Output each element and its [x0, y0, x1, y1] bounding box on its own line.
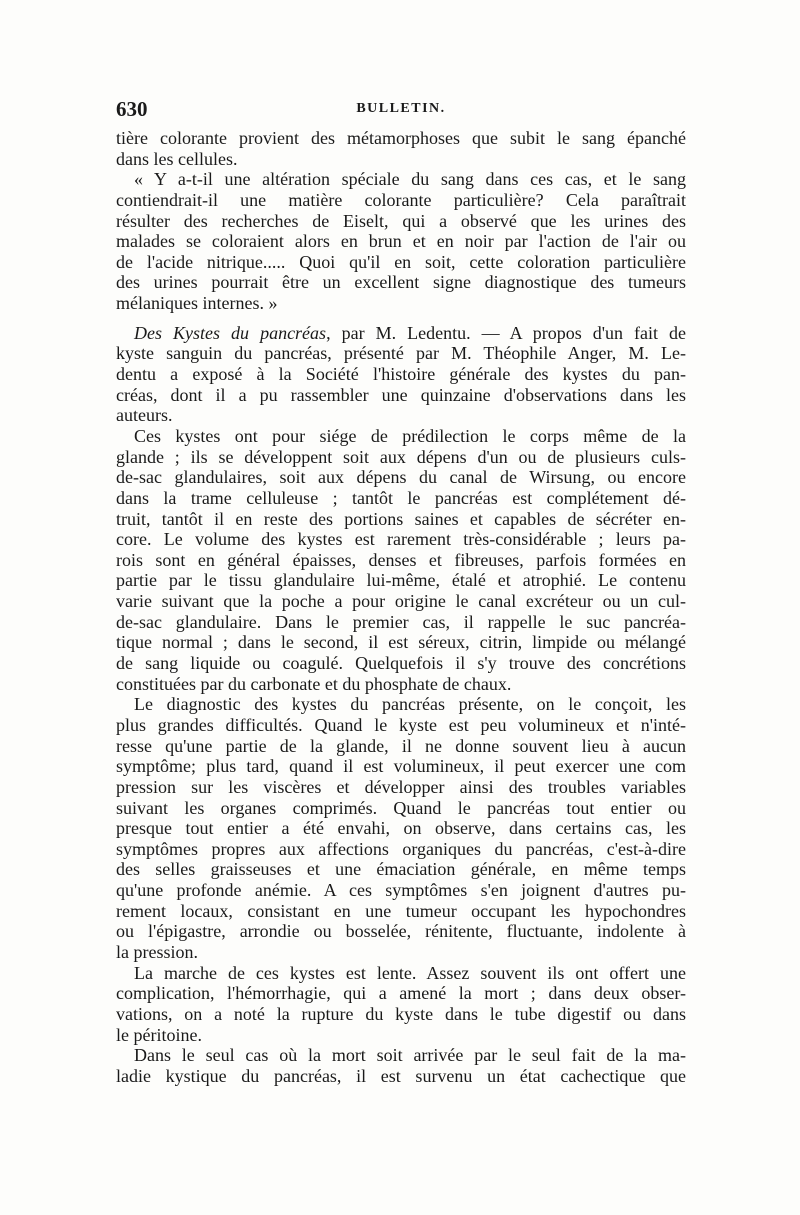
text-line — [116, 323, 686, 344]
text-line: auteurs. — [116, 405, 173, 426]
text-line: malades se coloraient alors en brun et en noir par l'action de l'air ou — [116, 231, 686, 252]
text-line: core. Le volume des kystes est rarement très-considérable ; leurs pa- — [116, 529, 686, 550]
text-line: créas, dont il a pu rassembler une quinzaine d'observations dans les — [116, 384, 686, 405]
text-line: kyste sanguin du pancréas, présenté par M. Théophile Anger, M. Le- — [116, 343, 686, 364]
text-line: dentu a exposé à la Société l'histoire générale des kystes du pan- — [116, 364, 686, 385]
page-header — [116, 97, 686, 123]
text-line: varie suivant que la poche a pour origine le canal excréteur ou un cul- — [116, 591, 686, 612]
text-line: suivant les organes comprimés. Quand le pancréas tout entier ou — [116, 797, 686, 818]
text-line: contiendrait-il une matière colorante particulière? Cela paraîtrait — [116, 189, 686, 210]
section-gap — [116, 314, 686, 323]
text-line: plus grandes difficultés. Quand le kyste est peu volumineux et n'inté- — [116, 714, 686, 735]
text-line: de-sac glandulaires, soit aux dépens du canal de Wirsung, ou encore — [116, 467, 686, 488]
text-line: « Y a-t-il une altération spéciale du sang dans ces cas, et le sang — [134, 169, 686, 190]
text-line: ou l'épigastre, arrondie ou bosselée, rénitente, fluctuante, indolente à — [116, 921, 686, 942]
text-line: constituées par du carbonate et du phosphate de chaux. — [116, 673, 512, 694]
text-line: tière colorante provient des métamorphoses que subit le sang épanché — [116, 128, 686, 148]
text-line: pression sur les viscères et développer ainsi des troubles variables — [116, 776, 686, 797]
text-line: de-sac glandulaire. Dans le premier cas, il rappelle le suc pancréa- — [116, 611, 686, 632]
section-intro: , par M. Ledentu. — A propos d'un fait de — [326, 322, 686, 343]
text-line: Le diagnostic des kystes du pancréas présente, on le conçoit, les — [134, 694, 686, 715]
text-line: dans la trame celluleuse ; tantôt le pancréas est complétement dé- — [116, 487, 686, 508]
text-line: resse qu'une partie de la glande, il ne donne souvent lieu à aucun — [116, 735, 686, 756]
text-line: rois sont en général épaisses, denses et fibreuses, parfois formées en — [116, 549, 686, 570]
text-line: Dans le seul cas où la mort soit arrivée par le seul fait de la ma- — [134, 1045, 686, 1066]
text-line: rement locaux, consistant en une tumeur occupant les hypochondres — [116, 900, 686, 921]
text-line: résulter des recherches de Eiselt, qui a observé que les urines des — [116, 210, 686, 231]
text-line: La marche de ces kystes est lente. Assez souvent ils ont offert une — [134, 962, 686, 983]
text-line: vations, on a noté la rupture du kyste dans le tube digestif ou dans — [116, 1003, 686, 1024]
text-line: Ces kystes ont pour siége de prédilection le corps même de la — [134, 425, 686, 446]
text-line: truit, tantôt il en reste des portions saines et capables de sécréter en- — [116, 508, 686, 529]
text-line: le péritoine. — [116, 1024, 202, 1045]
text-line: la pression. — [116, 941, 198, 962]
text-line: de l'acide nitrique..... Quoi qu'il en soit, cette coloration particulière — [116, 251, 686, 272]
text-line: des selles graisseuses et une émaciation générale, en même temps — [116, 859, 686, 880]
text-line: ladie kystique du pancréas, il est survenu un état cachectique que — [116, 1065, 686, 1086]
text-line: symptômes propres aux affections organiques du pancréas, c'est-à-dire — [116, 838, 686, 859]
text-line: de sang liquide ou coagulé. Quelquefois il s'y trouve des concrétions — [116, 653, 686, 674]
text-line: qu'une profonde anémie. A ces symptômes s'en joignent d'autres pu- — [116, 880, 686, 901]
page-body — [116, 128, 686, 1086]
text-line: des urines pourrait être un excellent signe diagnostique des tumeurs — [116, 272, 686, 293]
text-line: symptôme; plus tard, quand il est volumineux, il peut exercer une com — [116, 756, 686, 777]
text-line: glande ; ils se développent soit aux dépens d'un ou de plusieurs culs- — [116, 446, 686, 467]
text-line: complication, l'hémorrhagie, qui a amené la mort ; dans deux obser- — [116, 983, 686, 1004]
text-line: tique normal ; dans le second, il est séreux, citrin, limpide ou mélangé — [116, 632, 686, 653]
text-line: presque tout entier a été envahi, on observe, dans certains cas, les — [116, 818, 686, 839]
text-line: partie par le tissu glandulaire lui-même, étalé et atrophié. Le contenu — [116, 570, 686, 591]
text-line: mélaniques internes. » — [116, 293, 278, 314]
page-number: 630 — [116, 97, 148, 121]
section-title: Des Kystes du pancréas — [134, 322, 327, 343]
running-head: BULLETIN. — [356, 101, 446, 116]
text-line: dans les cellules. — [116, 148, 238, 169]
